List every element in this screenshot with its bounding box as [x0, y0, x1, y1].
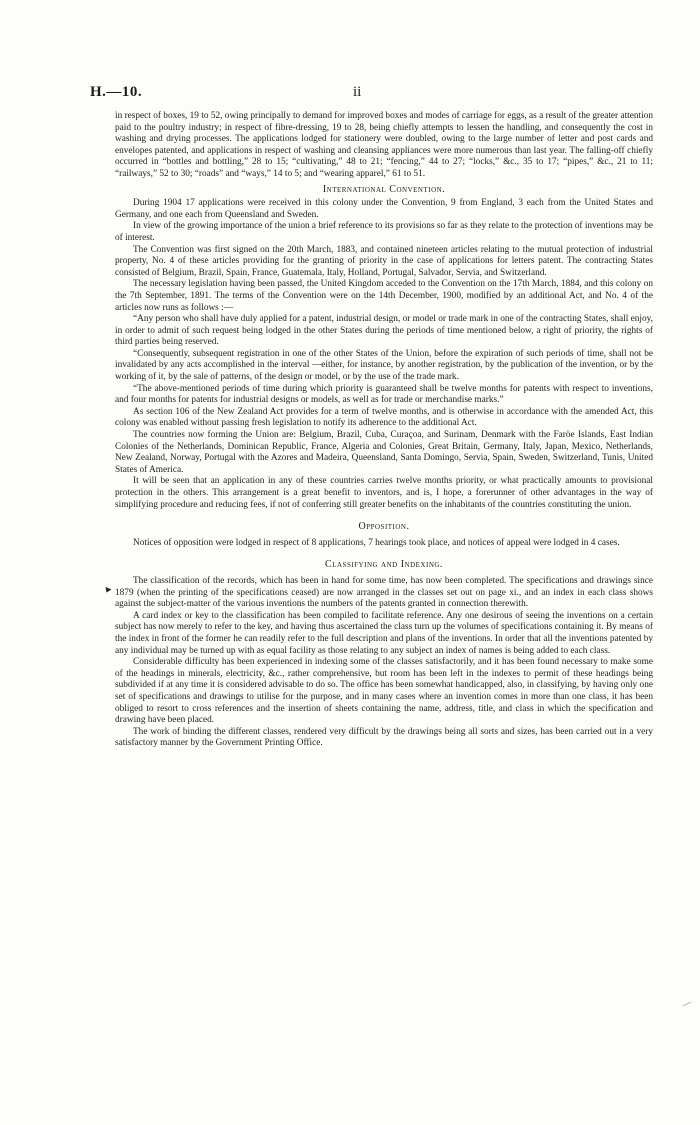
paragraph: A card index or key to the classification has been compiled to facilitate reference. Any one desirous of seeing the inventions on a certain subject has now merely to refer to the key, and having thus ascertained the class turn up the volumes of specifications containing it. By means of the index in front of the former he can readily refer to the full description and plans of the inventions. In order that all the inventions patented by any individual may be turned up with as equal facility as those relating to any subject an index of names is being added to each class.	[115, 610, 653, 656]
section-heading-opposition: Opposition.	[358, 521, 410, 533]
paragraph: As section 106 of the New Zealand Act provides for a term of twelve months, and is otherwise in accordance with the amended Act, this colony was enabled without passing fresh legislation to notify its adherence to the additional Act.	[115, 406, 653, 429]
margin-ink-mark-icon	[105, 586, 112, 593]
quoted-article: “Consequently, subsequent registration in one of the other States of the Union, before the expiration of such periods of time, shall not be invalidated by any acts accomplished in the interval —either, for instance, by another registration, by the publication of the invention, or by the working of it, by the sale of patterns, of the design or model, or by the use of the trade mark.	[115, 348, 653, 383]
quoted-article: “Any person who shall have duly applied for a patent, industrial design, or model or trade mark in one of the contracting States, shall enjoy, in order to admit of such request being lodged in the other States during the periods of time mentioned below, a right of priority, the rights of third parties being reserved.	[115, 314, 653, 348]
section-heading-classifying-and-indexing: Classifying and Indexing.	[325, 559, 443, 571]
paragraph: The work of binding the different classes, rendered very difficult by the drawings being all sorts and sizes, has been carried out in a very satisfactory manner by the Government Printing Office.	[115, 726, 653, 749]
paragraph: The necessary legislation having been passed, the United Kingdom acceded to the Convention on the 17th March, 1884, and this colony on the 7th September, 1891. The terms of the Convention were on the 14th December, 1900, modified by an additional Act, and No. 4 of the articles now runs as follows :—	[115, 279, 653, 313]
quoted-article: “The above-mentioned periods of time during which priority is guaranteed shall be twelve months for patents with respect to inventions, and four months for patents for industrial designs or models, as well as for trade or merchandise marks.”	[115, 383, 653, 406]
page-number: ii	[353, 84, 362, 100]
paragraph: Notices of opposition were lodged in respect of 8 applications, 7 hearings took place, and notices of appeal were lodged in 4 cases.	[133, 537, 620, 548]
page-speck-icon	[682, 1001, 692, 1007]
section-heading-international-convention: International Convention.	[322, 183, 446, 195]
paragraph: The countries now forming the Union are: Belgium, Brazil, Cuba, Curaçoa, and Surinam, Denmark with the Faröe Islands, East Indian Colonies of the Netherlands, Dominican Republic, France, Algeria and Colonies, Great Britain, Germany, Italy, Japan, Mexico, Netherlands, New Zealand, Norway, Portugal with the Azores and Madeira, Queensland, Santa Domingo, Servia, Spain, Sweden, Switzerland, Tunis, United States of America.	[115, 430, 653, 475]
report-code: H.—10.	[90, 84, 143, 100]
body-text	[115, 111, 653, 750]
paragraph: The classification of the records, which has been in hand for some time, has now been completed. The specifications and drawings since 1879 (when the printing of the specifications ceased) are now arranged in the classes set out on page xi., and an index in each class shows against the subject-matter of the various inventions the numbers of the patents granted in connection therewith.	[115, 575, 653, 610]
paragraph: It will be seen that an application in any of these countries carries twelve months priority, or what practically amounts to provisional protection in the others. This arrangement is a great benefit to inventors, and is, I hope, a forerunner of other advantages in the way of simplifying procedure and reducing fees, if not of conferring still greater benefits on the inhabitants of the countries constituting the union.	[115, 476, 653, 510]
paragraph: in respect of boxes, 19 to 52, owing principally to demand for improved boxes and modes of carriage for eggs, as a result of the greater attention paid to the poultry industry; in respect of fibre-dressing, 19 to 28, being chiefly attempts to lessen the handling, and consequently the cost in washing and drying processes. The applications lodged for stationery were doubled, owing to the large number of letter and post cards and envelopes patented, and applications in respect of washing and cleansing appliances were more numerous than last year. The falling-off chiefly occurred in “bottles and bottling,” 28 to 15; “cultivating,” 48 to 21; “fencing,” 44 to 27; “locks,” &c., 35 to 17; “pipes,” &c., 21 to 11; “railways,” 52 to 30; “roads” and “ways,” 14 to 5; and “wearing apparel,” 61 to 51.	[115, 111, 653, 179]
paragraph: During 1904 17 applications were received in this colony under the Convention, 9 from England, 3 each from the United States and Germany, and one each from Queensland and Sweden.	[115, 198, 653, 220]
paragraph: Considerable difficulty has been experienced in indexing some of the classes satisfactorily, and it has been found necessary to make some of the headings in minerals, electricity, &c., rather comprehensive, but room has been left in the indexes to permit of these headings being subdivided if at any time it is considered advisable to do so. The office has been somewhat handicapped, also, in classifying, by having only one set of specifications and drawings to utilise for the purpose, and in many cases where an invention comes in more than one class, it has been obliged to resort to cross references and the insertion of sheets containing the name, address, title, and class in which the specification and drawing have been placed.	[115, 657, 653, 726]
paragraph: In view of the growing importance of the union a brief reference to its provisions so far as they relate to the protection of inventions may be of interest.	[115, 221, 653, 243]
paragraph: The Convention was first signed on the 20th March, 1883, and contained nineteen articles relating to the mutual protection of industrial property, No. 4 of these articles providing for the granting of priority in the case of applications for letters patent. The contracting States consisted of Belgium, Brazil, Spain, France, Guatemala, Italy, Holland, Portugal, Salvador, Servia, and Switzerland.	[115, 244, 653, 278]
